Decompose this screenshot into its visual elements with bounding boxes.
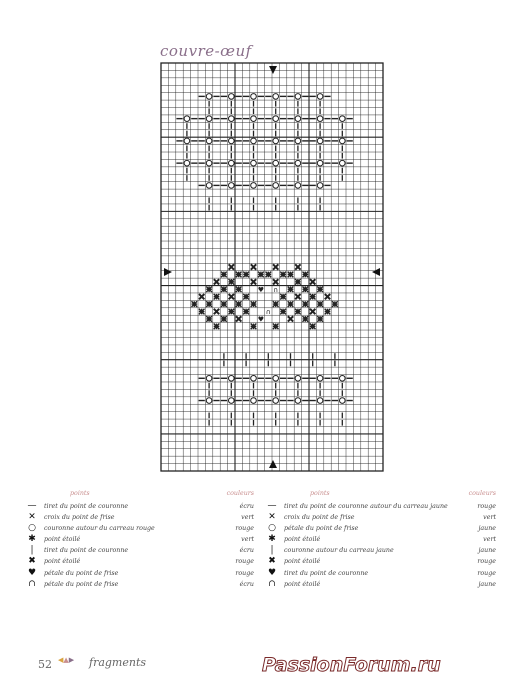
legend-label: tiret du point de couronne autour du carreau jaune xyxy=(284,503,448,510)
legend-right-points-header: points xyxy=(310,490,330,497)
stitch-circle xyxy=(251,160,257,166)
star-cross-icon: ✖ xyxy=(268,556,276,567)
legend-label: tiret du point de couronne xyxy=(44,547,129,555)
stitch-heart: ♥ xyxy=(257,315,265,324)
stitch-star xyxy=(280,294,286,300)
cross-icon: ✕ xyxy=(28,512,36,523)
stitch-circle xyxy=(317,398,323,404)
legend-label: pétale du point de frise xyxy=(44,569,119,577)
stitch-star xyxy=(251,324,257,330)
legend-row xyxy=(26,568,254,579)
stitch-circle xyxy=(228,160,234,166)
stitch-star xyxy=(280,309,286,315)
legend-label: pétale du point de frise xyxy=(284,525,359,533)
stitch-star xyxy=(251,301,257,307)
legend-row xyxy=(266,556,496,567)
stitch-circle xyxy=(228,375,234,381)
legend-right xyxy=(266,490,496,590)
stitch-circle xyxy=(228,94,234,100)
star-cross-icon: ✖ xyxy=(28,556,36,567)
stitch-circle xyxy=(273,398,279,404)
stitch-circle xyxy=(295,94,301,100)
legend-row xyxy=(266,501,496,512)
dash-icon: — xyxy=(267,501,277,511)
stitch-circle xyxy=(206,94,212,100)
legend-left-colors-header: couleurs xyxy=(226,490,254,497)
stitch-star xyxy=(214,324,220,330)
legend-color: écru xyxy=(239,580,254,588)
stitch-arch: ∩ xyxy=(273,285,279,294)
stitch-star xyxy=(191,301,197,307)
vertical-dash-icon: | xyxy=(30,545,34,556)
legend-color: jaune xyxy=(478,580,496,588)
legend-color: rouge xyxy=(477,569,496,577)
legend-row xyxy=(26,534,254,545)
stitch-star xyxy=(295,279,301,285)
triangle-ornament-icon: ◀▲▶ xyxy=(58,656,75,664)
stitch-star xyxy=(243,294,249,300)
legend-label: point étoilé xyxy=(44,536,81,544)
legend-row xyxy=(266,579,496,590)
legend-row xyxy=(26,501,254,512)
stitch-circle xyxy=(184,160,190,166)
stitch-circle xyxy=(206,160,212,166)
stitch-star xyxy=(273,301,279,307)
stitch-star xyxy=(317,316,323,322)
stitch-circle xyxy=(295,160,301,166)
stitch-star xyxy=(221,316,227,322)
legend-left-header xyxy=(26,490,254,501)
legend-color: jaune xyxy=(478,525,496,533)
stitch-star xyxy=(288,301,294,307)
stitch-star xyxy=(310,294,316,300)
legend-row xyxy=(266,534,496,545)
stitch-star xyxy=(325,309,331,315)
stitch-circle xyxy=(251,94,257,100)
stitch-circle xyxy=(206,116,212,122)
legend-color: rouge xyxy=(235,569,254,577)
stitch-circle xyxy=(228,183,234,189)
chart-title: couvre-œuf xyxy=(160,42,252,60)
stitch-circle xyxy=(228,116,234,122)
stitch-circle xyxy=(206,183,212,189)
stitch-star xyxy=(317,286,323,292)
stitch-star xyxy=(221,286,227,292)
stitch-star xyxy=(302,272,308,278)
watermark: PassionForum.ru xyxy=(262,654,441,676)
legend-row xyxy=(266,545,496,556)
dash-icon: — xyxy=(27,501,37,511)
circle-icon: ○ xyxy=(268,523,276,534)
stitch-circle xyxy=(273,116,279,122)
cross-icon: ✕ xyxy=(268,512,276,523)
legend-color: vert xyxy=(241,536,254,544)
legend-label: point étoilé xyxy=(284,558,321,566)
stitch-circle xyxy=(206,138,212,144)
stitch-circle xyxy=(228,138,234,144)
stitch-circle xyxy=(184,138,190,144)
legend-row xyxy=(266,523,496,534)
stitch-circle xyxy=(317,375,323,381)
stitch-star xyxy=(258,272,264,278)
stitch-star xyxy=(302,286,308,292)
legend-row xyxy=(266,568,496,579)
vertical-dash-icon: | xyxy=(270,545,274,556)
stitch-star xyxy=(302,316,308,322)
stitch-star xyxy=(273,324,279,330)
section-title: fragments xyxy=(89,656,147,669)
stitch-star xyxy=(243,309,249,315)
stitch-star xyxy=(206,286,212,292)
stitch-circle xyxy=(317,94,323,100)
legend-row xyxy=(26,579,254,590)
stitch-star xyxy=(199,309,205,315)
stitch-star xyxy=(302,301,308,307)
stitch-star xyxy=(236,286,242,292)
stitch-circle xyxy=(273,160,279,166)
legend-label: pétale du point de frise xyxy=(44,580,119,588)
stitch-star xyxy=(317,301,323,307)
stitch-star xyxy=(288,272,294,278)
stitch-circle xyxy=(206,375,212,381)
legend-color: rouge xyxy=(235,558,254,566)
stitch-circle xyxy=(295,183,301,189)
legend-label: point étoilé xyxy=(284,580,321,588)
legend-row xyxy=(26,556,254,567)
circle-icon: ○ xyxy=(28,523,36,534)
stitch-circle xyxy=(251,398,257,404)
legend-left xyxy=(26,490,254,590)
legend-label: croix du point de frise xyxy=(44,514,115,522)
legend-label: couronne autour du carreau rouge xyxy=(44,525,155,533)
stitch-circle xyxy=(339,398,345,404)
stitch-circle xyxy=(295,398,301,404)
stitch-circle xyxy=(317,138,323,144)
stitch-star xyxy=(221,301,227,307)
stitch-circle xyxy=(206,398,212,404)
arch-icon: ∩ xyxy=(28,578,36,589)
stitch-star xyxy=(236,272,242,278)
stitch-circle xyxy=(339,138,345,144)
legend-row xyxy=(26,523,254,534)
legend-row xyxy=(26,545,254,556)
stitch-circle xyxy=(251,375,257,381)
stitch-star xyxy=(332,301,338,307)
stitch-arch: ∩ xyxy=(265,308,271,317)
stitch-circle xyxy=(339,116,345,122)
star-icon: ✱ xyxy=(268,534,276,545)
stitch-star xyxy=(295,309,301,315)
star-icon: ✱ xyxy=(28,534,36,545)
stitch-star xyxy=(228,309,234,315)
legend-color: écru xyxy=(239,547,254,555)
legend-color: rouge xyxy=(235,525,254,533)
legend-row xyxy=(26,512,254,523)
legend-row xyxy=(266,512,496,523)
stitch-circle xyxy=(339,375,345,381)
legend-color: jaune xyxy=(478,547,496,555)
stitch-circle xyxy=(184,116,190,122)
stitch-star xyxy=(265,272,271,278)
legend-label: tiret du point de couronne xyxy=(284,569,369,577)
legend-right-header xyxy=(266,490,496,501)
stitch-star xyxy=(243,272,249,278)
legend-right-colors-header: couleurs xyxy=(468,490,496,497)
legend-color: écru xyxy=(239,503,254,510)
stitch-circle xyxy=(251,116,257,122)
legend-color: vert xyxy=(483,536,496,544)
stitch-circle xyxy=(273,138,279,144)
stitch-star xyxy=(288,286,294,292)
legend-color: vert xyxy=(241,514,254,522)
stitch-star xyxy=(228,279,234,285)
stitch-circle xyxy=(295,116,301,122)
legend-label: point étoilé xyxy=(44,558,81,566)
stitch-star xyxy=(206,301,212,307)
legend-label: point étoilé xyxy=(284,536,321,544)
stitch-star xyxy=(310,324,316,330)
legend-label: tiret du point de couronne xyxy=(44,503,129,510)
stitch-circle xyxy=(273,94,279,100)
stitch-circle xyxy=(228,398,234,404)
stitch-circle xyxy=(251,138,257,144)
stitch-star xyxy=(280,272,286,278)
legend-color: rouge xyxy=(477,558,496,566)
legend-color: vert xyxy=(483,514,496,522)
stitch-circle xyxy=(317,183,323,189)
stitch-star xyxy=(236,301,242,307)
stitch-circle xyxy=(339,160,345,166)
legend-color: rouge xyxy=(477,503,496,510)
stitch-circle xyxy=(317,160,323,166)
stitch-circle xyxy=(273,183,279,189)
arch-icon: ∩ xyxy=(268,578,276,589)
stitch-star xyxy=(214,294,220,300)
page-number: 52 xyxy=(38,658,52,671)
stitch-circle xyxy=(295,138,301,144)
legend-label: couronne autour du carreau jaune xyxy=(284,547,394,555)
stitch-circle xyxy=(295,375,301,381)
stitch-circle xyxy=(251,183,257,189)
heart-icon: ♥ xyxy=(267,567,277,578)
stitch-star xyxy=(206,316,212,322)
stitch-star xyxy=(221,272,227,278)
legend-label: croix du point de frise xyxy=(284,514,355,522)
stitch-circle xyxy=(273,375,279,381)
heart-icon: ♥ xyxy=(27,567,37,578)
stitch-heart: ♥ xyxy=(257,285,265,294)
stitch-circle xyxy=(317,116,323,122)
legend-left-points-header: points xyxy=(70,490,90,497)
